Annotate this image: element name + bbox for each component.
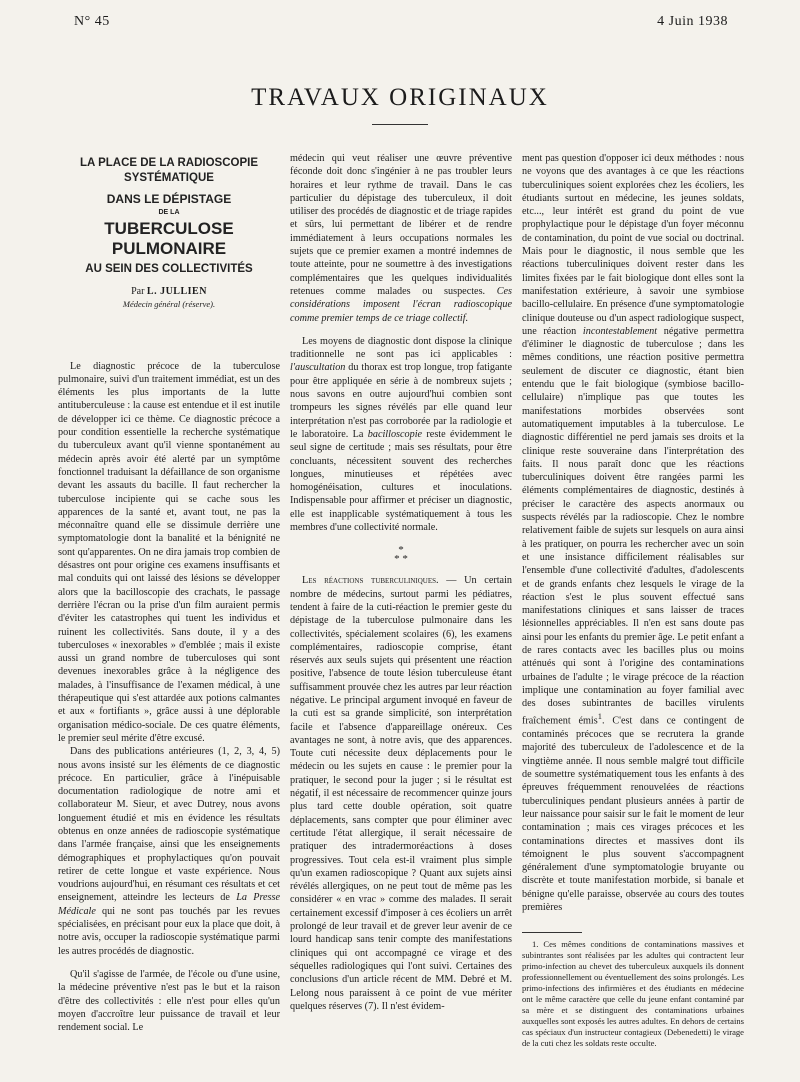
paragraph-text: reste évidemment le seul signe de certitude ; mais ses résultats, pour être concluants, nécessitent souvent des recherches longues, minutieuses et répétées avec homogénéisation, cultures et inoculations. Indispensable pour affirmer et préciser un diagnostic, elle est inapplicable systématiquement à tous les membres d'une collectivité normale. [290,428,512,534]
paragraph [58,745,280,958]
footnote [522,939,744,1049]
paragraph-text: négative permettra d'éliminer le diagnostic de tuberculose ; dans les mêmes conditions, une réaction positive permettra seulement de discuter ce diagnostic, étant bien entendu que le fait biologique (symbiose bacillo-cellulaire) n'implique pas que toutes les manifestations morbides observées sont automatiquement imputables à la tuberculose. Le diagnostic différentiel ne perd jamais ses droits et la clinique reste souveraine dans l'interprétation des faits. Il nous paraît donc que les réactions tuberculiniques doivent être rangées parmi les éléments complémentaires de diagnostic, destinés à préciser le caractère des aspects anormaux ou suspects révélés par la radioscopie. Chez le nombre relativement faible de sujets sur lesquels on aura ainsi à les pratiquer, on pourra les rechercher avec un soin et une insistance difficilement réalisables sur l'ensemble d'une collectivité d'adultes, d'adolescents et de grands enfants chez lesquels le virage de la réaction s'est le plus souvent effectué sans manifestations cliniques et sans laisser de traces lésionnelles appréciables. Il n'en est sans doute pas ainsi pour les enfants du premier âge. Le petit enfant a de rares contacts avec les bacilles plus ou moins atténués qui sont à l'origine des contaminations urbaines de l'adulte ; le virage précoce de la réaction implique une contamination au foyer familial avec des doses subintrantes de bacilles virulents fraîchement émis [522,325,744,727]
paragraph-text: Dans des publications antérieures (1, 2, 3, 4, 5) nous avons insisté sur les éléments de ce diagnostic précoce. En particulier, grâce à l'inépuisable documentation radiologique de notre ami et collaborateur M. Sieur, et avec Dutrey, nous avons longuement étudié et mis en évidence les résultats obtenus en onze années de radioscopie systématique dans l'armée française, ainsi que les enseignements démographiques et prophylactiques qu'on pouvait retirer de cette longue et vaste expérience. Nous voudrions aujourd'hui, en résumant ces résultats et cet enseignement, atteindre les lecteurs de [58,746,280,904]
paragraph-text: Les moyens de diagnostic dont dispose la clinique traditionnelle ne sont pas ici applicables : [290,335,512,361]
section-title: TRAVAUX ORIGINAUX [251,84,549,111]
paragraph-text: qui ne sont pas touchés par les revues spécialisées, en précisant pour eux la place que doit, à notre avis, occuper la radioscopie systématique parmi les autres procédés de diagnostic. [58,905,280,957]
paragraph [290,335,512,534]
column-2 [290,152,512,1013]
footnote-rule [522,932,582,933]
paragraph-text: ment pas question d'opposer ici deux méthodes : nous ne voyons que des avantages à ce que les réactions tuberculiniques soient explorées chez les écoliers, les étudiants surtout en médecine, les jeunes soldats, etc..., leur intérêt est grand du point de vue prophylactique pour le dépistage d'un foyer méconnu de contamination, du point de vue social ou doctrinal. Mais pour le diagnostic, il nous semble que les réactions tuberculiniques doivent rester dans les limites fixées par le fait biologique dont elles sont la manifestation extérieure, à savoir une symbiose bacillo-cellulaire. En présence d'une symptomatologie clinique douteuse ou d'un aspect radiologique suspect, une réaction [522,153,744,337]
byline-prefix: Par [131,286,145,297]
paragraph [522,152,744,914]
author-rank: Médecin général (réserve). [122,299,216,310]
title-rule [372,124,428,125]
emphasis-text: incontestablement [582,325,658,337]
emphasis-text: Ces considérations imposent l'écran radioscopique comme premier temps de ce triage collectif. [290,285,512,324]
article-title-line-5: AU SEIN DES COLLECTIVITÉS [85,263,253,275]
footnote-marker: 1 [597,711,602,722]
journal-name: La Presse Médicale [58,892,281,917]
footnote-text: 1. Ces mêmes conditions de contaminations massives et subintrantes sont réalisées par les adultes qui contractent leur primo-infection au chevet des tuberculeux auxquels ils donnent professionnellement ou éventuellement des soins prolongés. Les primo-infections des infirmières et des étudiants en médecine ont le même caractère que celle du jeune enfant contaminé par sa mère et se distinguent des contaminations urbaines auxquelles sont exposés les autres adultes. En dehors de certains cas spéciaux d'un instructeur contagieux (Debenedetti) le virage de la cuti chez les soldats reste occulte. [522,939,744,1049]
emphasis-text: l'auscultation [290,362,346,374]
paragraph-text: . C'est dans ce contingent de contaminés précoces que se recrutera la grande majorité des tuberculeux de l'adolescence et de la vingtième année. Il nous semble malgré tout difficile de soumettre systématiquement tous les enfants à des épreuves fréquemment renouvelées de réactions tuberculiniques pendant plusieurs années à partir de leur naissance pour saisir sur le fait le moment de leur contamination ; mais ces virages précoces et les contaminations directes et massives dont ils témoignent le plus souvent s'accompagnent généralement d'une symptomatologie bruyante ou discrète et toute manifestation morbide, si banale et bénigne qu'elle paraisse, observée au cours des toutes premières [522,715,744,914]
paragraph: Qu'il s'agisse de l'armée, de l'école ou d'une usine, la médecine préventive n'est pas le but et la raison d'être des collectivités : elle n'est pour elles qu'un moyen d'accroître leur puissance de travail et leur rendement social. Le [58,968,280,1034]
paragraph-text: — Un certain nombre de médecins, surtout parmi les pédiatres, tendent à faire de la cuti-réaction le premier geste du dépistage de la tuberculose pulmonaire dans les collectivités, spécialement scolaires (6), les examens complémentaires, radioscopie comprise, étant réservés aux seuls sujets qui présentent une réaction positive, l'absence de toute lésion tuberculeuse étant suffisamment prouvée chez les autres par leur réaction négative. Le principal argument invoqué en faveur de la cuti est sa grande simplicité, son interprétation facile et l'absence d'appareillage onéreux. Ces avantages ne sont, à notre avis, que des apparences. Toute cuti nécessite deux déplacements pour le médecin ou les sujets en cause : le premier pour la pratiquer, le second pour la juger ; si le résultat est négatif, il est nécessaire de recommencer quinze jours plus tard cette double opération, soit quatre déplacements, sans compter que pour éliminer avec certitude l'état allergique, il serait nécessaire de pratiquer des intradermoréactions à doses progressives. Tout cela est-il vraiment plus simple qu'un examen radioscopique ? Quant aux sujets ainsi révélés allergiques, on ne peut tout de même pas les considérer « en vrac » comme des malades. Il serait certainement excessif d'imposer à ces écoliers un arrêt prolongé de leur travail et de grever leur avenir de ce lourd handicap sans tenir compte des manifestations cliniques qui ont accompagné ce virage et des séquelles radiologiques qui l'ont suivi. Certaines des conclusions d'un article récent de MM. Debré et M. Lelong nous paraissent à ce point de vue mériter quelques réserves (7). Il n'est évidem- [290,575,513,1012]
paragraph-text: médecin qui veut réaliser une œuvre préventive féconde doit donc s'ingénier à ne pas troubler leurs horaires et leur rythme de travail. Dans le cas particulier du dépistage des tuberculeux, il doit utiliser des procédés de diagnostic et de triage rapides et sûrs, lui permettant de libérer et de rendre immédiatement à leurs occupations normales les sujets que ce premier examen a montré indemnes de toute atteinte, pour ne soumettre à des investigations complémentaires que les quelques individualités retenues comme malades ou suspectes. [290,153,512,297]
issue-number: N° 45 [74,14,110,29]
article-title-line-2: DANS LE DÉPISTAGE [106,192,232,206]
paragraph: Le diagnostic précoce de la tuberculose pulmonaire, suivi d'un traitement immédiat, est un des éléments les plus importants de la lutte antituberculeuse : la cause est entendue et il est inutile de développer ici ce thème. Ce diagnostic précoce a pour condition essentielle la recherche systématique du tuberculeux avant qu'il vienne spontanément au médecin après avoir été alerté par un symptôme fonctionnel traduisant la défaillance de son organisme devant les assauts du bacille. Il faut rechercher la tuberculose incipiente qui se cache sous les apparences de la santé et, avant tout, ne pas la méconnaître quand elle se dissimule derrière une symptomatologie dont la banalité et la bénignité ne sont qu'apparentes. On ne dira jamais trop combien de désastres ont pour origine ces examens insuffisants et mal conduits qui ont laissé des lésions se développer alors que la bacilloscopie des crachats, le passage derrière l'écran ou la prise d'un film auraient permis d'éviter les catastrophes qui tuent les individus et ruinent les collectivités. Sans doute, il y a des tuberculoses « inexorables » d'emblée ; mais il existe aussi un grand nombre de tuberculoses qui sont devenues inexorables grâce à la négligence des malades, à l'insuffisance de l'examen médical, à une thérapeutique qui s'est attardée aux potions calmantes et aux « fortifiants », grâce aussi à une déplorable organisation médico-sociale. De ces quatre éléments, le premier seul mérite d'être excusé. [58,360,280,744]
article-title-line-4: TUBERCULOSE PULMONAIRE [104,219,234,258]
article-title [58,156,280,277]
emphasis-text: bacilloscopie [367,428,423,440]
paragraph [290,574,512,1013]
section-separator: * * * [394,544,408,566]
article-title-line-1: LA PLACE DE LA RADIOSCOPIE SYSTÉMATIQUE [79,157,259,184]
byline [58,285,280,298]
subsection-heading: Les réactions tuberculiniques. [302,575,439,587]
paragraph [290,152,512,325]
article-title-line-3: DE LA [158,209,180,216]
author-name: L. JULLIEN [146,286,207,297]
column-3 [522,152,744,1049]
column-1 [58,156,280,1034]
issue-date: 4 Juin 1938 [657,14,728,29]
paragraph-text: du thorax est trop longue, trop fatigante pour être appliquée en série à de nombreux sujets ; nous savons en outre aujourd'hui combien sont trompeurs les signes révélés par elle quand leur interprétation n'est pas corroborée par la radiologie et le laboratoire. La [290,362,512,440]
